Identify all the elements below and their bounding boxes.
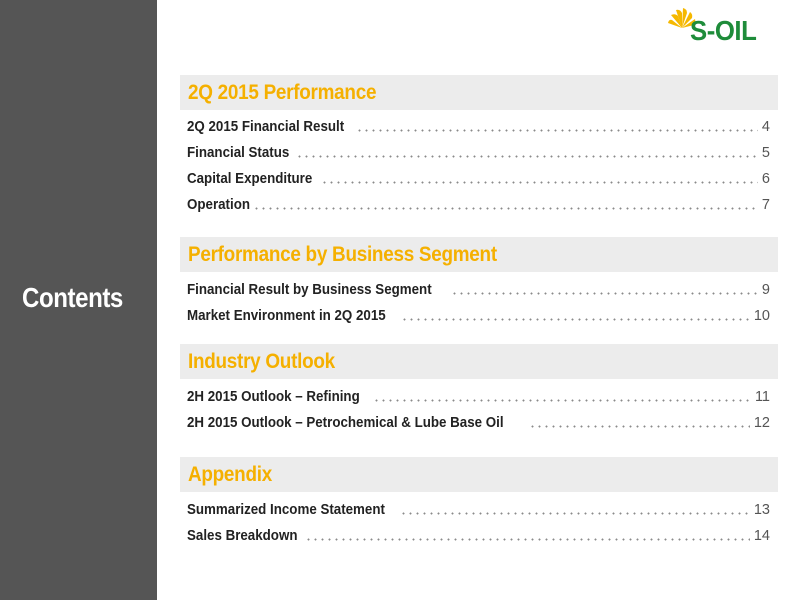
contents-title: Contents <box>22 282 123 313</box>
toc-page-number: 6 <box>761 171 770 187</box>
section-title: Industry Outlook <box>188 350 335 373</box>
toc-page-number: 12 <box>753 415 770 431</box>
dot-leader <box>401 318 750 321</box>
dot-leader <box>305 538 750 541</box>
toc-page-number: 13 <box>753 502 770 518</box>
s-oil-logo <box>666 6 782 46</box>
dot-leader <box>253 207 757 210</box>
toc-entry[interactable] <box>187 525 770 545</box>
toc-entry-label: Financial Result by Business Segment <box>187 282 432 298</box>
toc-page-number: 14 <box>753 528 770 544</box>
toc-entry[interactable] <box>187 168 770 188</box>
toc-entry[interactable] <box>187 412 770 432</box>
sidebar <box>0 0 157 600</box>
dot-leader <box>321 181 758 184</box>
toc-page-number: 9 <box>761 282 770 298</box>
dot-leader <box>373 399 751 402</box>
dot-leader <box>451 292 758 295</box>
section-header <box>180 237 778 272</box>
toc-entry[interactable] <box>187 279 770 299</box>
section-header <box>180 75 778 110</box>
dot-leader <box>529 425 750 428</box>
toc-page-number: 7 <box>761 197 770 213</box>
toc-entry[interactable] <box>187 194 770 214</box>
toc-entry[interactable] <box>187 499 770 519</box>
section-title: Performance by Business Segment <box>188 243 497 266</box>
toc-entry-label: 2H 2015 Outlook – Petrochemical & Lube Base Oil <box>187 415 504 431</box>
toc-entry-label: 2H 2015 Outlook – Refining <box>187 389 360 405</box>
logo-wordmark: S-OIL <box>690 15 757 46</box>
section-header <box>180 344 778 379</box>
section-title: Appendix <box>188 463 272 486</box>
toc-page-number: 10 <box>753 308 770 324</box>
toc-entry-label: Operation <box>187 197 251 213</box>
toc-page-number: 5 <box>761 145 770 161</box>
toc-entry[interactable] <box>187 305 770 325</box>
toc-entry-label: Market Environment in 2Q 2015 <box>187 308 386 324</box>
toc-entry[interactable] <box>187 142 770 162</box>
toc-entry-label: Capital Expenditure <box>187 171 313 187</box>
section-header <box>180 457 778 492</box>
toc-entry-label: Financial Status <box>187 145 290 161</box>
toc-page-number: 4 <box>761 119 770 135</box>
dot-leader <box>400 512 750 515</box>
dot-leader <box>356 129 758 132</box>
dot-leader <box>296 155 758 158</box>
toc-entry-label: Summarized Income Statement <box>187 502 385 518</box>
toc-page-number: 11 <box>754 389 770 405</box>
section-title: 2Q 2015 Performance <box>188 81 377 104</box>
toc-entry-label: Sales Breakdown <box>187 528 298 544</box>
toc-entry[interactable] <box>187 386 770 406</box>
toc-entry[interactable] <box>187 116 770 136</box>
toc-entry-label: 2Q 2015 Financial Result <box>187 119 345 135</box>
